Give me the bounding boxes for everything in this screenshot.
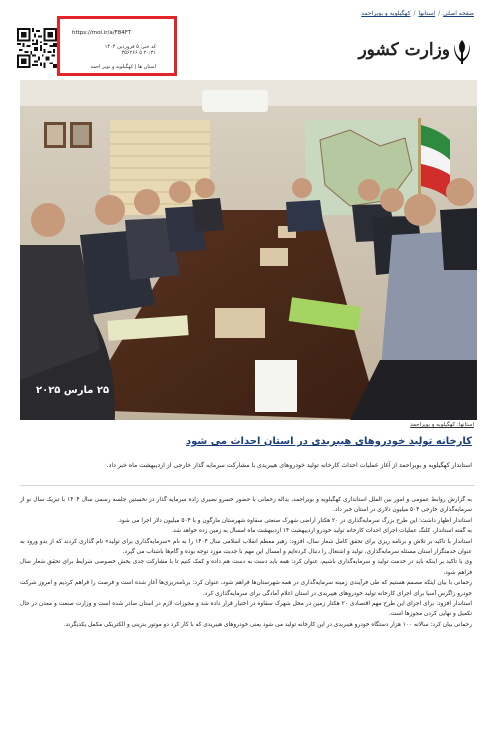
news-location[interactable]: استان ها | کهگیلویه و بویر احمد	[90, 64, 156, 70]
photo-date-overlay: ۲۵ مارس ۲۰۲۵	[36, 385, 110, 396]
article-paragraph: رحمانی بیان کرد: سالانه ۱۰۰ هزار دستگاه خودرو هیبریدی در این کارخانه تولید می شود یعنی خودروهای هیبریدی که با کار کرد دو موتور بنزینی و الکتریکی مکمل یکدیگرند.	[63, 621, 472, 628]
article-paragraph: وی با تاکید بر اینکه باید در خدمت تولید و سرمایه‌گذاری باشیم، عنوان کرد: همه باید دست به دست هم داده و کمک کنیم تا با مشارکت جدی بخش خصوصی شرایط برای تحقق شعار سال فراهم شود.	[20, 559, 472, 576]
article-paragraph: به گفته استاندار، کلنگ عملیات اجرای احداث کارخانه تولید خودرو اردیبهشت ۱۴ اردیبهشت ماه امسال به زمین زده خواهد شد.	[171, 528, 472, 535]
divider	[20, 485, 475, 486]
breadcrumb-home[interactable]: صفحه اصلی	[443, 10, 474, 17]
article-photo	[20, 80, 477, 420]
article-info-box	[57, 16, 177, 76]
article-paragraph: به گزارش روابط عمومی و امور بین الملل استانداری کهگیلویه و بویراحمد، یداله رحمانی با حضور خسرو نصیری زاده سرمایه گذار در نخستین جلسه رسمی سال ۱۴۰۴ با تبریک سال نو از سرمایه‌گذاری خارجی ۵۰۴ میلیون دلاری در استان خبر داد.	[20, 497, 472, 514]
article-paragraph: استاندار اظهار داشت: این طرح بزرگ سرمایه‌گذاری در ۲۰ هکتار اراضی شهرک صنعتی سقاوه شهرستان مارگون و با ۵۰۴ میلیون دلار اجرا می شود.	[117, 517, 472, 524]
article-title[interactable]: کارخانه تولید خودروهای هیبریدی در استان احداث می شود	[185, 436, 472, 447]
news-code: ۳۵۶۲۶۶	[121, 50, 138, 56]
photo-caption[interactable]: استانها: کهگیلویه و بویراحمد	[410, 422, 474, 428]
qr-code	[17, 28, 57, 68]
news-time-code	[122, 50, 156, 56]
ministry-logo-text: وزارت کشور	[358, 40, 450, 60]
article-paragraph: رحمانی با بیان اینکه مصمم هستیم که طی فرآیندی زمینه سرمایه‌گذاری در همه شهرستان‌ها فراهم شود، عنوان کرد: برنامه‌ریزی‌ها آغاز شده است و فرصت را فراهم کردیم و امروز شرکت خودرو زاگرس آسیا برای اجرای کارخانه تولید خودروهای هیبریدی در استان اعلام آمادگی برای سرمایه‌گذاری کرد.	[20, 580, 472, 597]
article-paragraph: استاندار افزود: برای اجرای این طرح مهم اقتصادی ۲۰ هکتار زمین در محل شهرک سقاوه در اختیار قرار داده شد و مجوزات لازم در استان صادر شده است و وزارت صنعت و معدن در حال تکمیل و نهایی کردن مجوزها است.	[20, 601, 472, 618]
breadcrumb-provinces[interactable]: استانها	[418, 10, 436, 17]
news-time: ۲۰:۳۱ ۵	[139, 50, 156, 56]
article-paragraph: استاندار با تاکید بر تلاش و برنامه ریزی برای تحقق کامل شعار سال، افزود: رهبر معظم انقلاب اسلامی سال ۱۴۰۴ را به نام «سرمایه‌گذاری برای تولید» نام گذاری کردند که از بدو ورود به عنوان خدمتگزار استان مسئله سرمایه‌گذاری، تولید و اشتغال را دنبال کرده‌ایم و امسال این مهم با جدیت مورد توجه بوده و گام‌ها باشتاب می گیرد.	[20, 538, 472, 556]
iran-emblem-logo	[450, 38, 474, 66]
news-date: کد خبر: ۵ فروردین ۱۴۰۴	[104, 44, 156, 50]
breadcrumb-province[interactable]: کهگیلویه و بویراحمد	[361, 10, 411, 17]
short-url[interactable]: https://moi.ir/a/F84FT	[72, 30, 132, 36]
article-body	[20, 495, 472, 630]
article-lead: استاندار کهگیلویه و بویراحمد از آغاز عملیات احداث کارخانه تولید خودروهای هیبریدی با مشارکت سرمایه گذار خارجی از اردیبهشت ماه خبر داد.	[106, 462, 472, 469]
breadcrumb: صفحه اصلی/استانها/کهگیلویه و بویراحمد	[361, 10, 474, 17]
